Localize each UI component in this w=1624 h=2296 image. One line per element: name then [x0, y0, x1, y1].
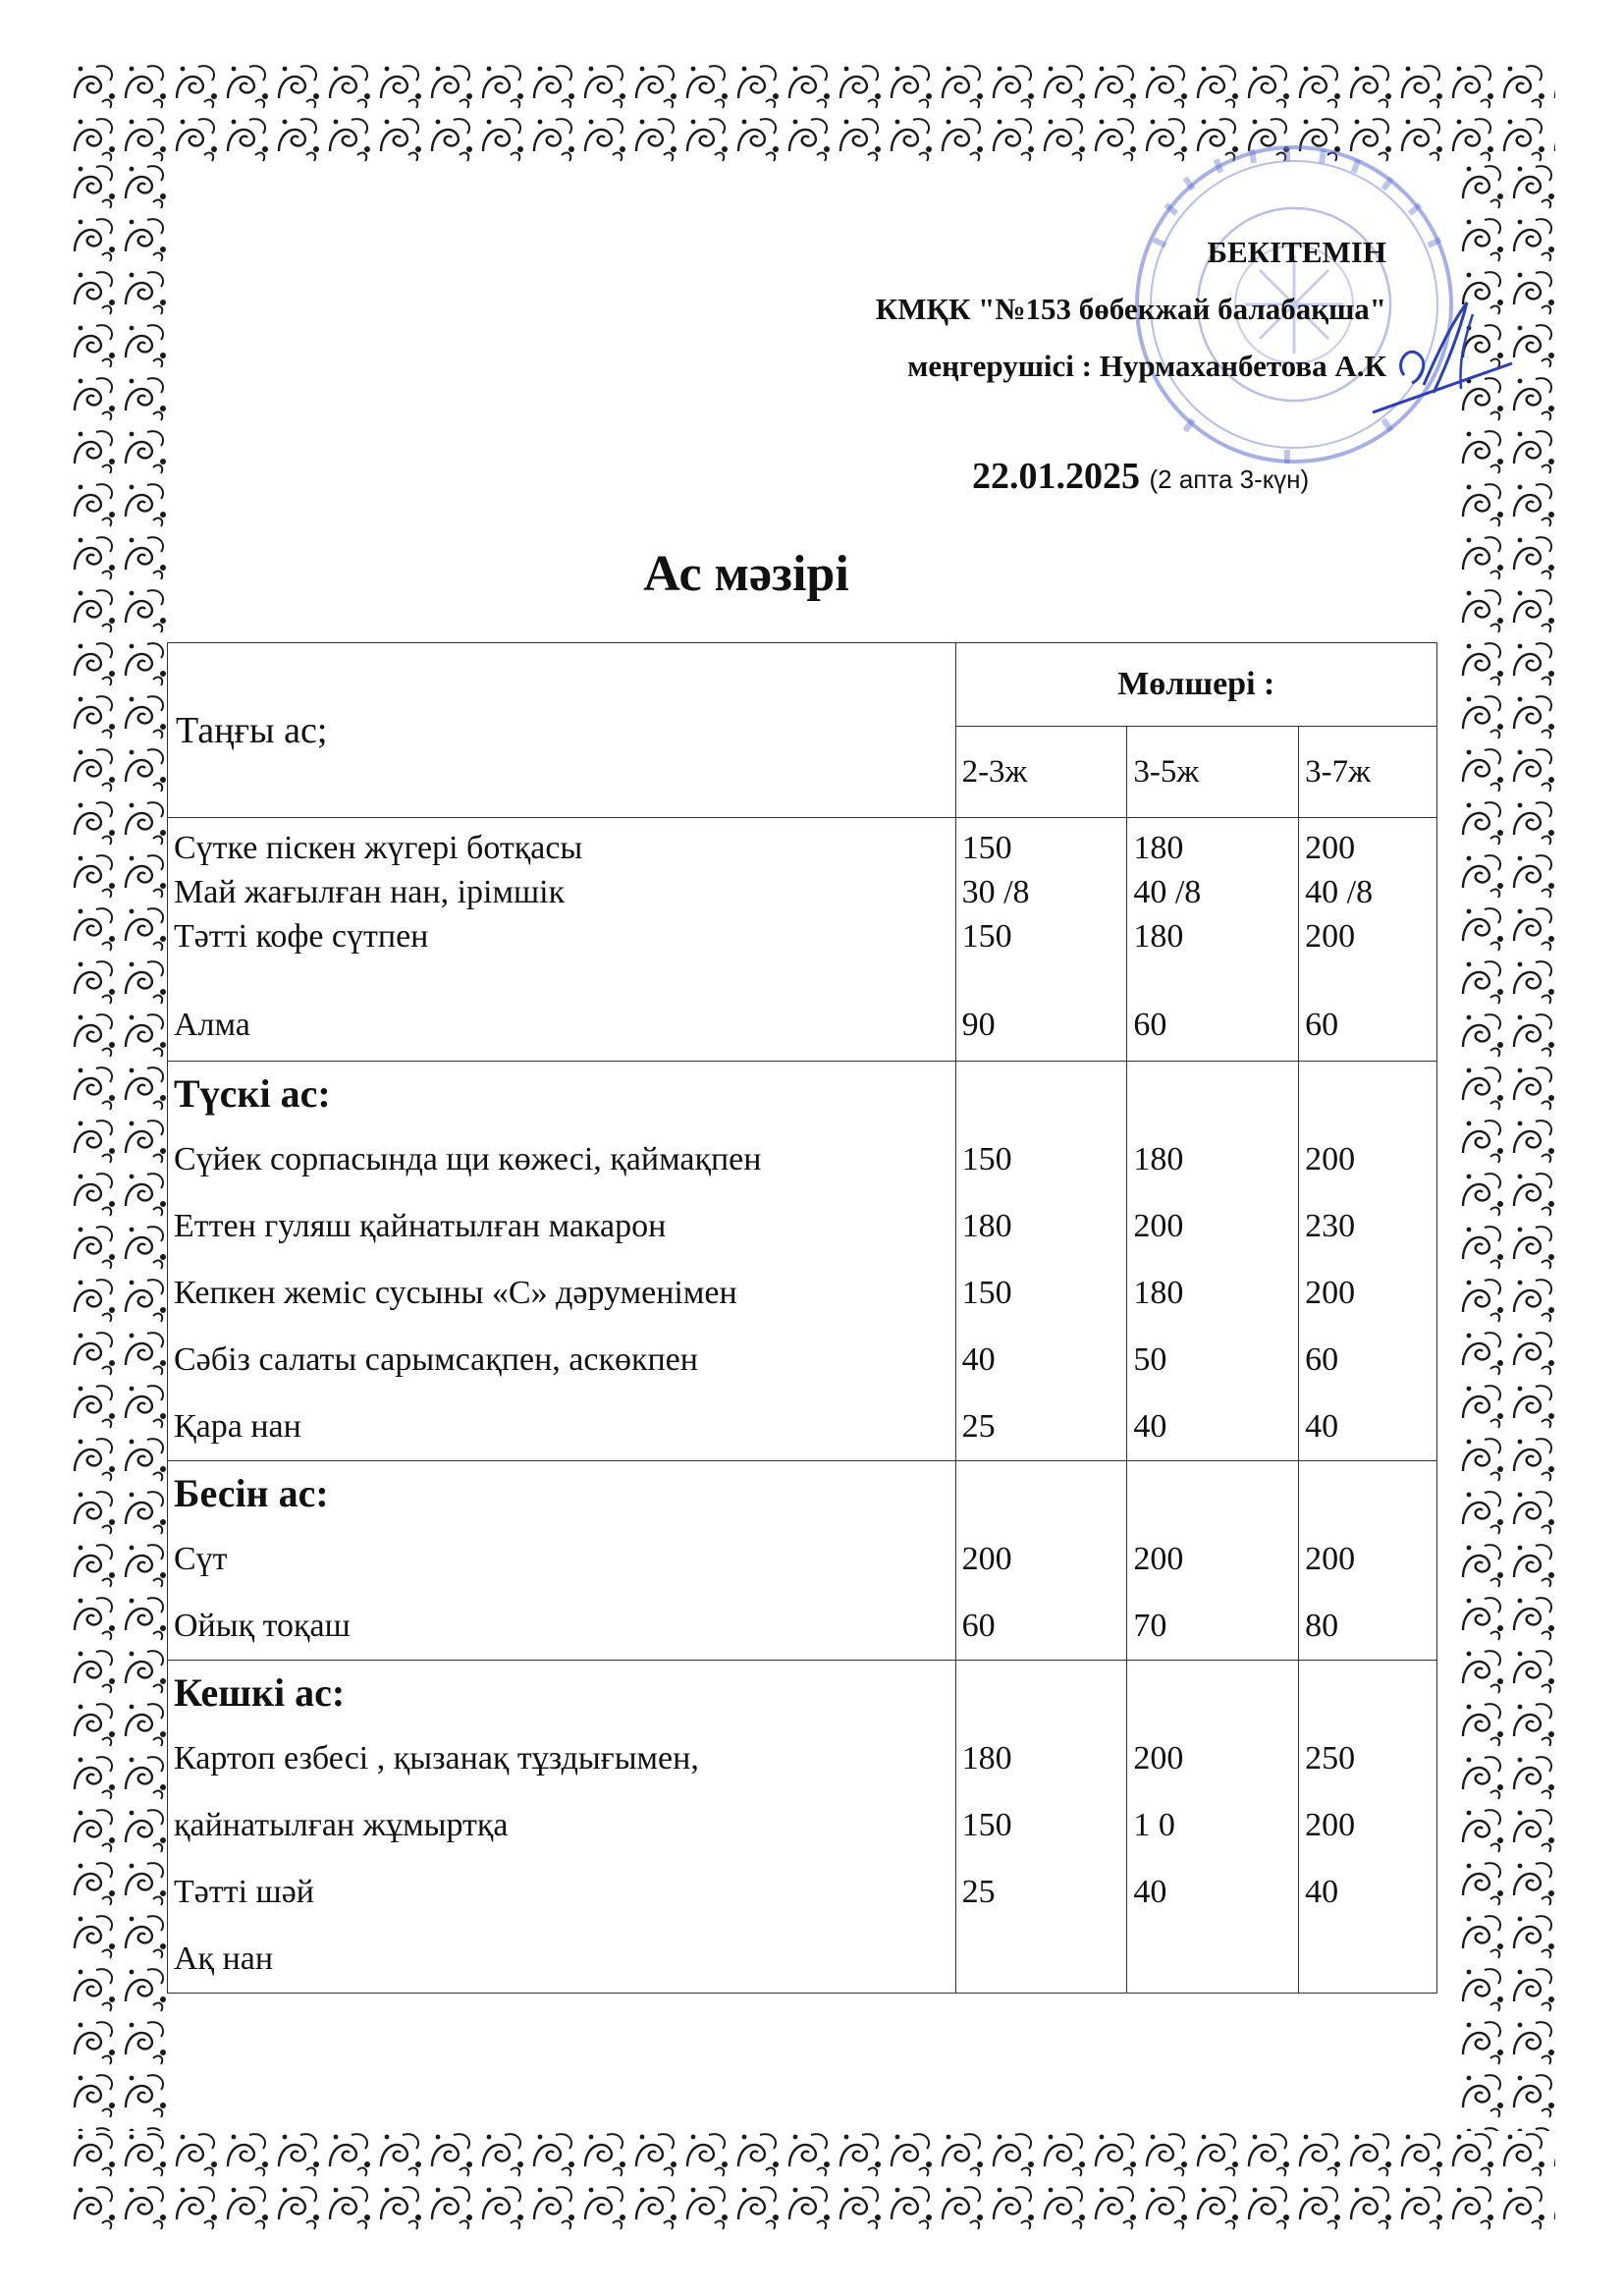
breakfast-qty-3-5	[1127, 818, 1299, 1062]
dish-name: Картоп езбесі , қызанақ тұздығымен,	[174, 1740, 699, 1777]
quantity: 180	[1133, 1275, 1184, 1311]
date-value: 22.01.2025	[972, 456, 1140, 497]
dish-name: Сәбіз салаты сарымсақпен, аскөкпен	[174, 1341, 698, 1378]
dish-name: Еттен гуляш қайнатылған макарон	[174, 1208, 667, 1244]
dish-name: Ойық тоқаш	[174, 1608, 351, 1644]
age-group-3-5: 3-5ж	[1127, 727, 1299, 818]
quantity: 150	[961, 1275, 1012, 1311]
approval-organization: КМҚК "№153 бөбекжай балабақша"	[875, 292, 1386, 326]
quantity: 230	[1305, 1208, 1356, 1244]
quantity: 180	[1133, 1141, 1184, 1177]
dish-name: Май жағылған нан, ірімшік	[174, 874, 566, 910]
quantity: 150	[961, 1141, 1012, 1177]
quantity: 90	[961, 1007, 996, 1043]
quantity	[1299, 958, 1436, 1003]
quantity: 60	[1305, 1341, 1339, 1378]
dish-name: Алма	[174, 1007, 250, 1043]
breakfast-title: Таңғы ас;	[168, 643, 956, 818]
quantity: 70	[1133, 1608, 1167, 1644]
quantity: 40	[961, 1341, 996, 1378]
quantity: 50	[1133, 1341, 1167, 1378]
dish-name: Сүтке піскен жүгері ботқасы	[174, 830, 583, 866]
age-group-2-3: 2-3ж	[955, 727, 1127, 818]
quantity: 200	[1305, 1541, 1356, 1577]
quantity	[1127, 1926, 1298, 1993]
approval-head: меңгерушісі : Нурмаханбетова А.К	[907, 349, 1386, 383]
dish-name	[168, 958, 955, 1003]
quantity: 150	[961, 830, 1012, 866]
ornamental-border-bottom	[69, 2125, 1555, 2235]
age-group-3-7: 3-7ж	[1299, 727, 1437, 818]
dish-name: Тәтті шәй	[174, 1874, 314, 1910]
dish-name: Ақ нан	[174, 1941, 274, 1977]
table-header-row	[168, 643, 1437, 727]
dinner-qty-3-7	[1299, 1661, 1437, 1994]
quantity: 200	[961, 1541, 1012, 1577]
snack-qty-3-7	[1299, 1461, 1437, 1661]
ornamental-border-left	[69, 157, 167, 2131]
quantity: 40	[1305, 1408, 1339, 1445]
snack-dishes	[168, 1461, 956, 1661]
dish-name: қайнатылған жұмыртқа	[174, 1807, 509, 1843]
dinner-qty-3-5	[1127, 1661, 1299, 1994]
ornamental-border-right	[1457, 157, 1555, 2131]
quantity: 180	[961, 1208, 1012, 1244]
dish-name: Сүйек сорпасында щи көжесі, қаймақпен	[174, 1141, 762, 1177]
quantity: 40	[1133, 1408, 1167, 1445]
quantity: 60	[1133, 1007, 1167, 1043]
quantity	[1127, 958, 1298, 1003]
quantity: 150	[961, 918, 1012, 955]
quantity: 180	[1133, 830, 1184, 866]
snack-section	[168, 1461, 1437, 1661]
quantity	[956, 1926, 1127, 1993]
snack-qty-2-3	[955, 1461, 1127, 1661]
quantity: 30 /8	[961, 874, 1030, 910]
quantity: 40	[1133, 1874, 1167, 1910]
dish-name: Тәтті кофе сүтпен	[174, 918, 429, 955]
quantity	[1299, 1926, 1436, 1993]
approval-block	[876, 224, 1386, 395]
quantity: 180	[961, 1740, 1012, 1777]
quantity: 1 0	[1133, 1807, 1175, 1843]
breakfast-qty-3-7	[1299, 818, 1437, 1062]
lunch-qty-2-3	[955, 1062, 1127, 1461]
dinner-section	[168, 1661, 1437, 1994]
quantity: 150	[961, 1807, 1012, 1843]
quantity: 200	[1305, 830, 1356, 866]
quantity: 40 /8	[1305, 874, 1374, 910]
breakfast-qty-2-3	[955, 818, 1127, 1062]
week-day: (2 апта 3-күн)	[1149, 465, 1310, 494]
quantity: 200	[1305, 1807, 1356, 1843]
quantity: 60	[961, 1608, 996, 1644]
quantity: 200	[1305, 918, 1356, 955]
quantity: 200	[1133, 1208, 1184, 1244]
quantity	[956, 958, 1127, 1003]
dinner-qty-2-3	[955, 1661, 1127, 1994]
quantity: 200	[1305, 1275, 1356, 1311]
lunch-section	[168, 1062, 1437, 1461]
quantity: 80	[1305, 1608, 1339, 1644]
quantity: 200	[1133, 1541, 1184, 1577]
quantity: 25	[961, 1408, 996, 1445]
quantity: 250	[1305, 1740, 1356, 1777]
breakfast-section	[168, 818, 1437, 1062]
lunch-title: Түскі ас:	[174, 1071, 331, 1116]
dish-name: Қара нан	[174, 1408, 301, 1445]
quantity: 180	[1133, 918, 1184, 955]
quantity: 60	[1305, 1007, 1339, 1043]
menu-date	[972, 455, 1309, 498]
lunch-qty-3-7	[1299, 1062, 1437, 1461]
quantity: 40 /8	[1133, 874, 1202, 910]
dish-name: Кепкен жеміс сусыны «С» дәруменімен	[174, 1275, 737, 1311]
quantity: 25	[961, 1874, 996, 1910]
dinner-title: Кешкі ас:	[174, 1670, 346, 1715]
quantity-header: Мөлшері :	[955, 643, 1436, 727]
menu-title: Ас мәзірі	[643, 546, 849, 602]
breakfast-dishes	[168, 818, 956, 1062]
dinner-dishes	[168, 1661, 956, 1994]
quantity: 200	[1305, 1141, 1356, 1177]
approval-title: БЕКІТЕМІН	[1207, 235, 1386, 269]
dish-name: Сүт	[174, 1541, 228, 1577]
lunch-qty-3-5	[1127, 1062, 1299, 1461]
signature	[1365, 295, 1532, 432]
snack-qty-3-5	[1127, 1461, 1299, 1661]
quantity: 200	[1133, 1740, 1184, 1777]
snack-title: Бесін ас:	[174, 1471, 329, 1515]
lunch-dishes	[168, 1062, 956, 1461]
quantity: 40	[1305, 1874, 1339, 1910]
menu-table	[167, 642, 1437, 1994]
